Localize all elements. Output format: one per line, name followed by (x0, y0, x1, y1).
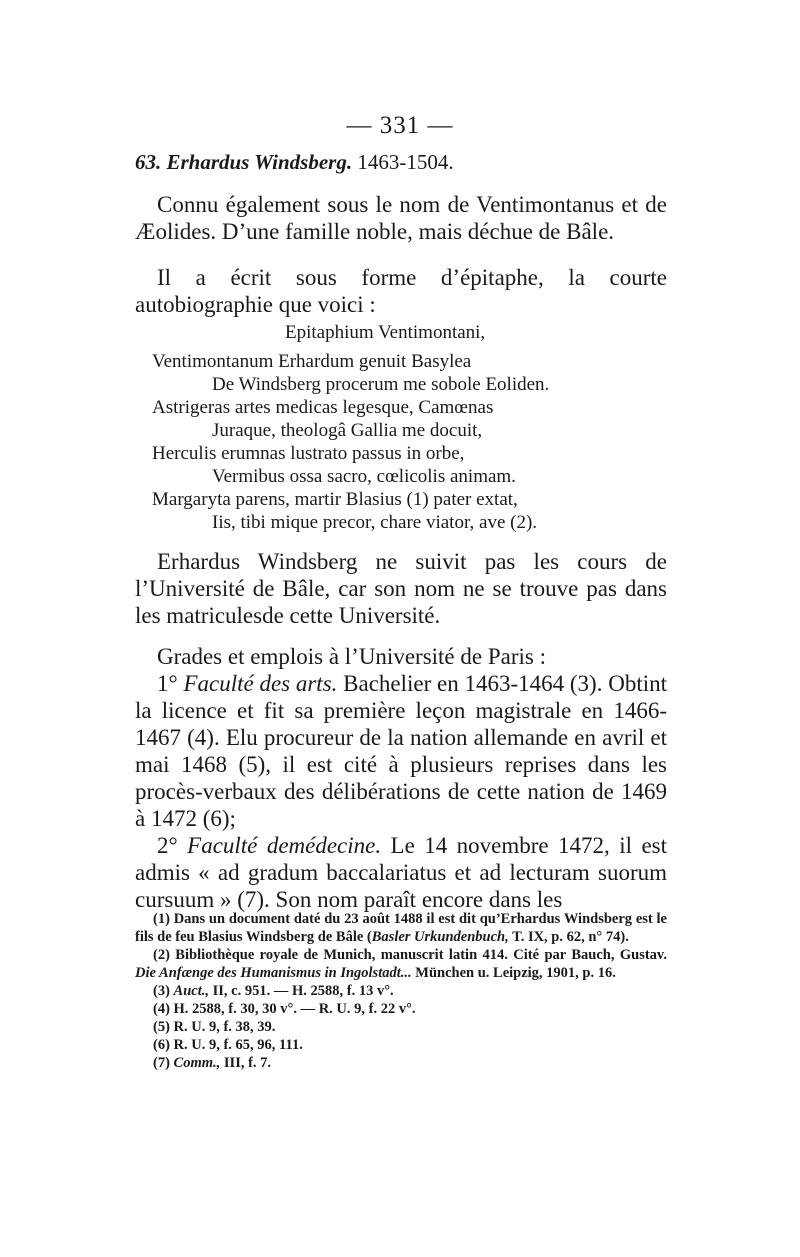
intro-paragraph-2: Il a écrit sous forme d’épitaphe, la courte autobiographie que voici : (135, 265, 667, 317)
section-number: 2° (157, 833, 178, 858)
epitaph-poem (152, 350, 672, 534)
poem-line: Ventimontanum Erhardum genuit Basylea (152, 351, 472, 372)
footnote-1: (1) Dans un document daté du 23 août 1488 il est dit qu’Erhardus Windsberg est le fils de feu Blasius Windsberg de Bâle (Basler Urkundenbuch, T. IX, p. 62, n° 74). (135, 911, 667, 945)
section-label: Faculté demédecine. (187, 833, 382, 858)
entry-heading (135, 150, 695, 175)
footnote-7: (7) Comm., III, f. 7. (153, 1055, 272, 1071)
section-label: Faculté des arts. (183, 671, 338, 696)
footnote-5: (5) R. U. 9, f. 38, 39. (153, 1019, 276, 1035)
body-paragraph-2: Grades et emplois à l’Université de Paris : (157, 644, 546, 669)
footnote-2: (2) Bibliothèque royale de Munich, manuscrit latin 414. Cité par Bauch, Gustav. Die Anfænge des Humanismus in Ingolstadt... München u. Leipzig, 1901, p. 16. (135, 947, 667, 981)
section-text: Le 14 novembre 1472, il est admis « ad gradum baccalariatus et ad lecturam suorum cursuum » (7). Son nom paraît encore dans les (135, 833, 667, 912)
main-text (135, 548, 667, 913)
body-paragraph-3 (135, 670, 667, 832)
intro-paragraph-1: Connu également sous le nom de Ventimontanus et de Æolides. D’une famille noble, mais déchue de Bâle. (135, 192, 667, 244)
page-number: — 331 — (346, 112, 454, 139)
footnote-4: (4) H. 2588, f. 30, 30 v°. — R. U. 9, f. 22 v°. (153, 1001, 416, 1017)
footnote-6: (6) R. U. 9, f. 65, 96, 111. (153, 1037, 303, 1053)
poem-line: Astrigeras artes medicas legesque, Camœnas (152, 397, 494, 418)
section-number: 1° (157, 671, 178, 696)
poem-line: Juraque, theologâ Gallia me docuit, (212, 420, 483, 441)
poem-title: Epitaphium Ventimontani, (285, 322, 486, 343)
body-paragraph-1: Erhardus Windsberg ne suivit pas les cours de l’Université de Bâle, car son nom ne se trouve pas dans les matriculesde cette Université. (135, 549, 667, 628)
section-text: Bachelier en 1463-1464 (3). Obtint la licence et fit sa première leçon magistrale en 1466-1467 (4). Elu procureur de la nation allemande en avril et mai 1468 (5), il est cité à plusieurs reprises dans les procès-verbaux des délibérations de cette nation de 1469 à 1472 (6); (135, 671, 667, 831)
poem-line: Herculis erumnas lustrato passus in orbe, (152, 443, 465, 464)
entry-number: 63. (135, 150, 162, 174)
entry-dates: 1463-1504. (357, 150, 454, 174)
poem-line: Margaryta parens, martir Blasius (1) pater extat, (152, 489, 518, 510)
poem-line: De Windsberg procerum me sobole Eoliden. (212, 374, 550, 395)
entry-name: Erhardus Windsberg. (166, 150, 353, 174)
footnote-3: (3) Auct., II, c. 951. — H. 2588, f. 13 v°. (153, 983, 394, 999)
footnotes (135, 910, 667, 1072)
poem-line: Iis, tibi mique precor, chare viator, ave (2). (212, 512, 538, 533)
poem-line: Vermibus ossa sacro, cœlicolis animam. (212, 466, 516, 487)
body-paragraph-4 (135, 832, 667, 913)
